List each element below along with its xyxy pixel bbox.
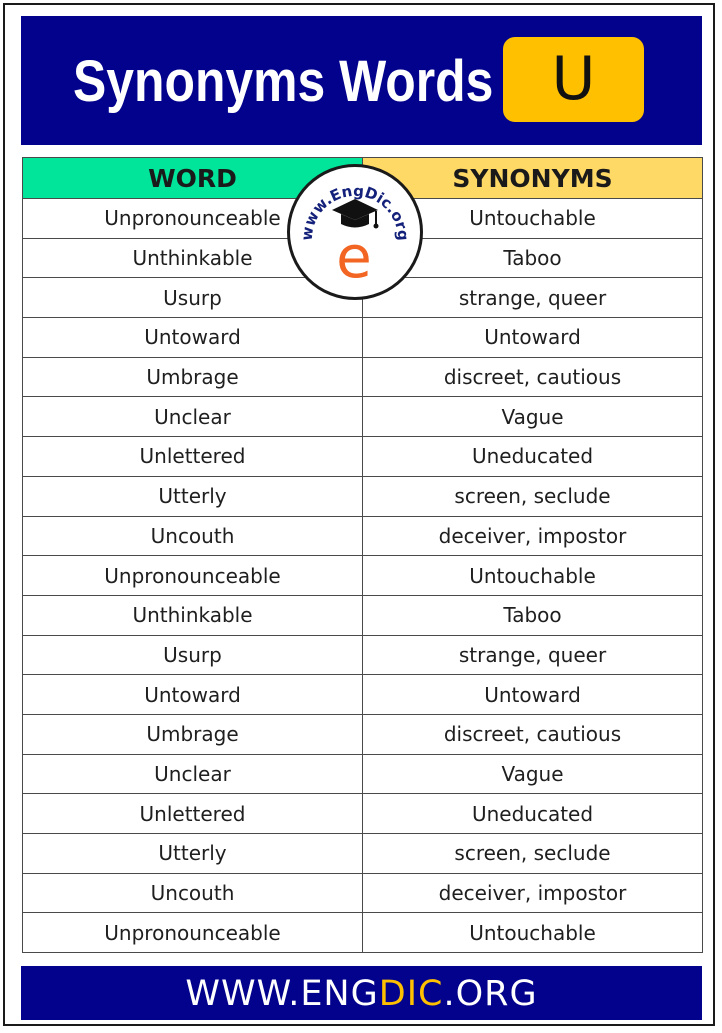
synonym-cell: Untouchable [363, 199, 703, 239]
synonyms-column-header: SYNONYMS [363, 158, 703, 199]
table-row [23, 397, 703, 437]
letter-badge: U [503, 37, 644, 122]
table-row [23, 754, 703, 794]
table-row [23, 635, 703, 675]
table-row [23, 595, 703, 635]
synonym-cell: screen, seclude [363, 476, 703, 516]
table-row [23, 913, 703, 953]
synonym-cell: Vague [363, 397, 703, 437]
synonym-cell: Untoward [363, 675, 703, 715]
table-row [23, 794, 703, 834]
footer-url-accent: DIC [378, 974, 444, 1014]
engdic-logo-graphic [290, 167, 420, 297]
table-row [23, 873, 703, 913]
engdic-logo [287, 164, 423, 300]
word-cell: Unthinkable [23, 595, 363, 635]
table-row [23, 357, 703, 397]
word-cell: Untoward [23, 675, 363, 715]
word-cell: Unlettered [23, 437, 363, 477]
word-cell: Untoward [23, 318, 363, 358]
synonym-cell: Uneducated [363, 794, 703, 834]
logo-letter: e [336, 223, 372, 291]
synonym-cell: discreet, cautious [363, 714, 703, 754]
page-title: Synonyms Words [73, 49, 494, 114]
word-cell: Usurp [23, 278, 363, 318]
synonym-cell: Uneducated [363, 437, 703, 477]
word-cell: Unpronounceable [23, 913, 363, 953]
synonym-cell: deceiver, impostor [363, 873, 703, 913]
table-row [23, 675, 703, 715]
synonym-cell: Taboo [363, 238, 703, 278]
synonym-cell: Untouchable [363, 913, 703, 953]
table-row [23, 714, 703, 754]
word-column-header: WORD [23, 158, 363, 199]
footer-url-prefix: WWW.ENG [185, 974, 379, 1014]
synonym-cell: Untouchable [363, 556, 703, 596]
footer-url-suffix: .ORG [443, 974, 538, 1014]
synonym-cell: Vague [363, 754, 703, 794]
synonym-cell: strange, queer [363, 635, 703, 675]
header-banner [21, 16, 702, 145]
table-row [23, 516, 703, 556]
table-row [23, 437, 703, 477]
table-row [23, 834, 703, 874]
word-cell: Utterly [23, 834, 363, 874]
synonym-cell: screen, seclude [363, 834, 703, 874]
synonym-cell: strange, queer [363, 278, 703, 318]
table-row [23, 476, 703, 516]
synonym-cell: Untoward [363, 318, 703, 358]
word-cell: Uncouth [23, 516, 363, 556]
word-cell: Unlettered [23, 794, 363, 834]
synonym-cell: deceiver, impostor [363, 516, 703, 556]
word-cell: Uncouth [23, 873, 363, 913]
word-cell: Unpronounceable [23, 556, 363, 596]
footer-banner [21, 966, 702, 1020]
word-cell: Umbrage [23, 357, 363, 397]
synonym-cell: discreet, cautious [363, 357, 703, 397]
logo-text: www.EngDic.org [297, 181, 413, 242]
table-row [23, 318, 703, 358]
word-cell: Unclear [23, 397, 363, 437]
word-cell: Umbrage [23, 714, 363, 754]
word-cell: Usurp [23, 635, 363, 675]
word-cell: Unthinkable [23, 238, 363, 278]
table-row [23, 556, 703, 596]
synonym-cell: Taboo [363, 595, 703, 635]
word-cell: Utterly [23, 476, 363, 516]
word-cell: Unclear [23, 754, 363, 794]
word-cell: Unpronounceable [23, 199, 363, 239]
